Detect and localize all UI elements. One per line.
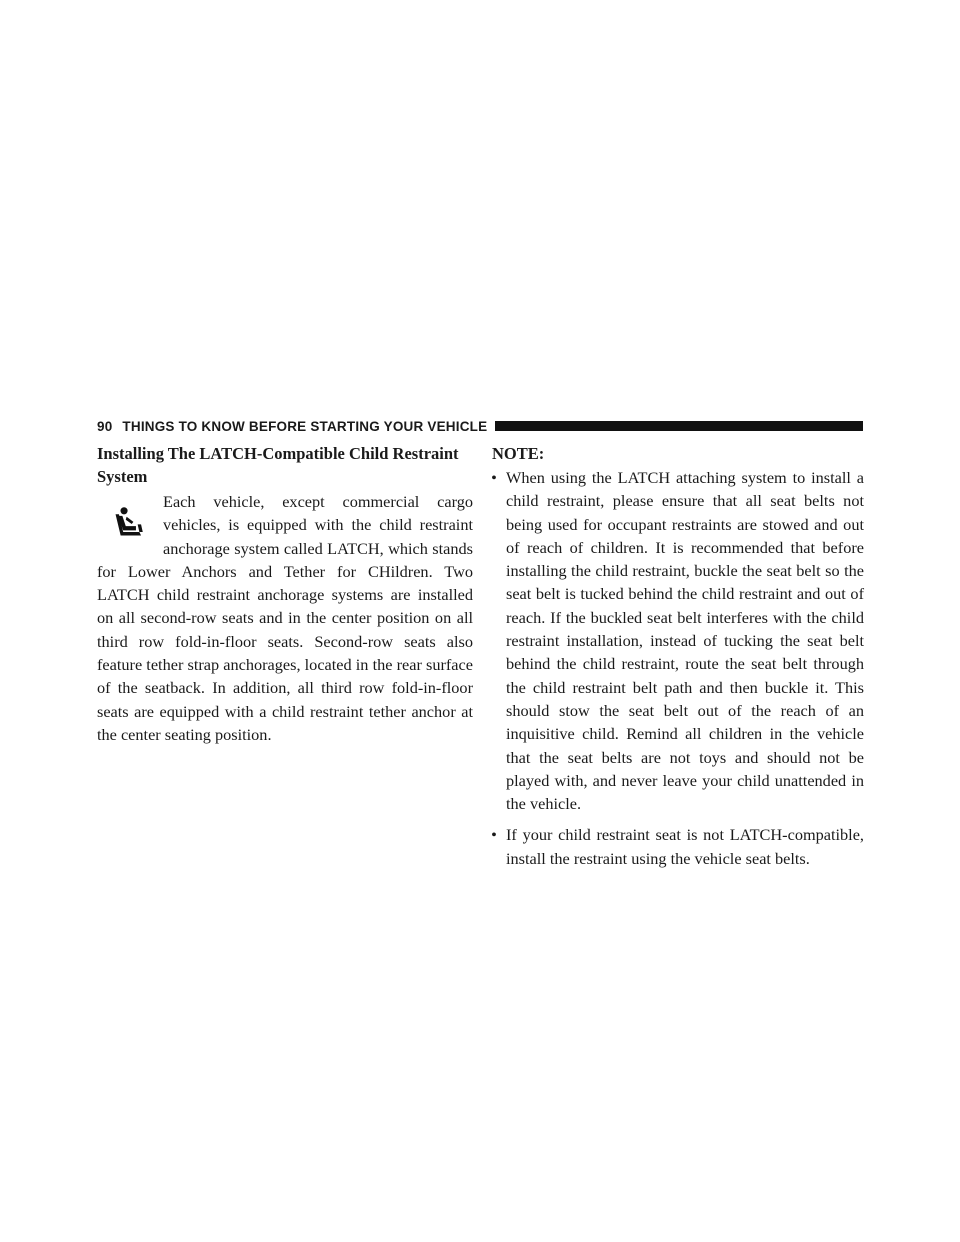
section-heading: Installing The LATCH-Compatible Child Restraint System bbox=[97, 444, 459, 486]
note-label: NOTE: bbox=[492, 444, 545, 463]
page-number: 90 bbox=[97, 418, 113, 434]
left-column bbox=[97, 442, 473, 746]
right-column bbox=[492, 442, 864, 878]
page-header bbox=[97, 417, 863, 435]
bullet-icon: • bbox=[491, 468, 497, 487]
header-rule bbox=[495, 421, 863, 431]
list-item bbox=[492, 823, 864, 870]
note-list bbox=[492, 466, 864, 870]
note-bullet-text: When using the LATCH attaching system to install a child restraint, please ensure that all seat belts not being used for occupant restraints are stowed and out of reach of children. It is recommended that before installing the child restraint, buckle the seat belt so the seat belt is tucked behind the child restraint and out of reach. If the buckled seat belt interferes with the child restraint installation, instead of tucking the seat belt behind the child restraint, route the seat belt through the child restraint belt path and then buckle it. This should stow the seat belt out of the reach of an inquisitive child. Remind all children in the vehicle that the seat belts are not toys and should not be played with, and never leave your child unattended in the vehicle. bbox=[506, 468, 864, 814]
latch-description: Each vehicle, except commercial cargo vehicles, is equipped with the child restraint anchorage system called LATCH, which stands for Lower Anchors and Tether for CHildren. Two LATCH child restraint anchorage systems are installed on all second-row seats and in the center position on all third row fold-in-floor seats. Second-row seats also feature tether strap anchorages, located in the rear surface of the seatback. In addition, all third row fold-in-floor seats are equipped with a child restraint tether anchor at the center seating position. bbox=[97, 492, 473, 744]
child-seat-icon-graphic bbox=[113, 504, 147, 538]
bullet-icon: • bbox=[491, 825, 497, 845]
child-seat-icon bbox=[97, 496, 157, 554]
chapter-title: THINGS TO KNOW BEFORE STARTING YOUR VEHICLE bbox=[122, 418, 488, 434]
note-bullet-text: If your child restraint seat is not LATCH-compatible, install the restraint using the vehicle seat belts. bbox=[506, 825, 864, 868]
list-item bbox=[492, 466, 864, 815]
